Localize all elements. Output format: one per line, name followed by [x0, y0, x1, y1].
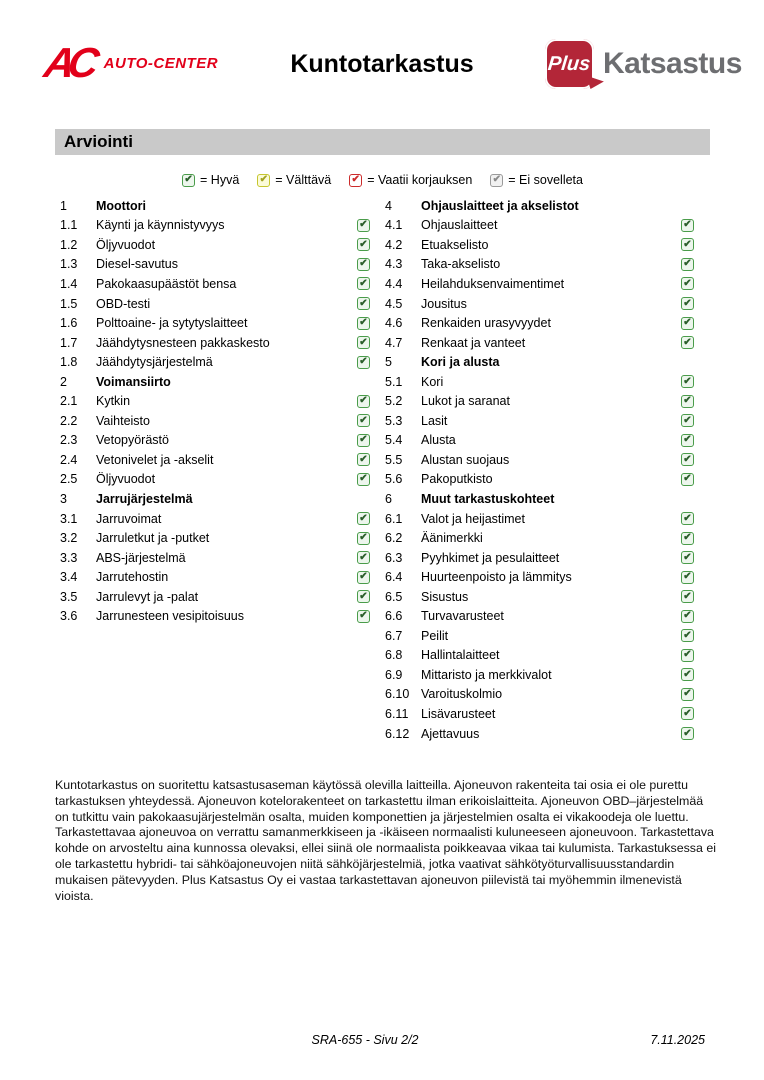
item-label: Alustan suojaus	[421, 452, 510, 467]
checklist-row	[380, 235, 694, 255]
checkbox-na-icon: ✔	[490, 174, 503, 187]
legend-item-good	[182, 173, 239, 187]
item-number: 4.2	[385, 237, 403, 252]
checkbox-good-icon: ✔	[357, 238, 370, 251]
plus-badge-icon	[545, 39, 594, 89]
item-label: Vetonivelet ja -akselit	[96, 452, 214, 467]
checklist-row	[380, 685, 694, 705]
checkbox-good-icon: ✔	[681, 238, 694, 251]
item-number: 1.4	[60, 276, 78, 291]
checkbox-good-icon: ✔	[681, 629, 694, 642]
checklist-row	[55, 450, 370, 470]
checkbox-good-icon: ✔	[681, 727, 694, 740]
checklist-row	[380, 567, 694, 587]
checkbox-good-icon: ✔	[357, 336, 370, 349]
checklist-row	[380, 216, 694, 236]
item-label: Renkaiden urasyvyydet	[421, 316, 551, 331]
item-number: 4.5	[385, 296, 403, 311]
checkbox-good-icon: ✔	[357, 532, 370, 545]
checkbox-good-icon: ✔	[681, 571, 694, 584]
item-number: 6.10	[385, 687, 410, 702]
item-number: 6.3	[385, 550, 403, 565]
item-label: Vaihteisto	[96, 413, 150, 428]
item-label: Ajettavuus	[421, 726, 480, 741]
checklist-row	[380, 528, 694, 548]
checklist-row	[55, 313, 370, 333]
item-number: 3.6	[60, 609, 78, 624]
page-title: Kuntotarkastus	[290, 50, 474, 78]
item-number: 6.5	[385, 589, 403, 604]
checkbox-good-icon: ✔	[357, 473, 370, 486]
item-label: Huurteenpoisto ja lämmitys	[421, 570, 572, 585]
checklist-row	[55, 567, 370, 587]
checkbox-good-icon: ✔	[681, 277, 694, 290]
checklist-row	[380, 450, 694, 470]
checklist-row	[380, 548, 694, 568]
checkbox-good-icon: ✔	[681, 512, 694, 525]
checklist-row	[380, 411, 694, 431]
item-number: 5.4	[385, 433, 403, 448]
item-number: 6.6	[385, 609, 403, 624]
section-header-arviointi	[55, 129, 710, 155]
checkbox-good-icon: ✔	[182, 174, 195, 187]
speech-bubble-tail-icon	[586, 71, 605, 89]
item-number: 5.1	[385, 374, 403, 389]
item-number: 1.7	[60, 335, 78, 350]
checkbox-good-icon: ✔	[681, 707, 694, 720]
checkbox-good-icon: ✔	[357, 571, 370, 584]
checklist-row	[380, 333, 694, 353]
checklist-row	[55, 391, 370, 411]
checklist-row	[380, 587, 694, 607]
item-label: Kori ja alusta	[421, 355, 500, 370]
checklist-right	[380, 196, 694, 743]
checkbox-good-icon: ✔	[681, 317, 694, 330]
item-number: 6	[385, 491, 392, 506]
item-label: Renkaat ja vanteet	[421, 335, 526, 350]
checkbox-good-icon: ✔	[681, 453, 694, 466]
item-label: Muut tarkastuskohteet	[421, 491, 555, 506]
checkbox-good-icon: ✔	[357, 610, 370, 623]
checklist-row	[380, 665, 694, 685]
checkbox-good-icon: ✔	[681, 688, 694, 701]
item-label: Pakoputkisto	[421, 472, 493, 487]
footer-page-number: SRA-655 - Sivu 2/2	[311, 1033, 419, 1047]
checklist-row	[55, 235, 370, 255]
legend-item-na	[490, 173, 583, 187]
checklist-row	[55, 509, 370, 529]
checkbox-fair-icon: ✔	[257, 174, 270, 187]
legend-label: = Välttävä	[275, 173, 332, 187]
checkbox-good-icon: ✔	[681, 375, 694, 388]
item-label: Polttoaine- ja sytytyslaitteet	[96, 316, 248, 331]
checklist-row	[380, 313, 694, 333]
item-label: ABS-järjestelmä	[96, 550, 186, 565]
item-number: 2.4	[60, 452, 78, 467]
checkbox-good-icon: ✔	[681, 551, 694, 564]
item-label: Lukot ja saranat	[421, 394, 510, 409]
checklist-row	[380, 431, 694, 451]
checkbox-good-icon: ✔	[357, 551, 370, 564]
item-number: 1.2	[60, 237, 78, 252]
item-label: Jarruletkut ja -putket	[96, 531, 210, 546]
item-label: Jäähdytysnesteen pakkaskesto	[96, 335, 270, 350]
legend-label: = Hyvä	[200, 173, 240, 187]
item-number: 5.6	[385, 472, 403, 487]
checklist-row	[380, 372, 694, 392]
checkbox-good-icon: ✔	[681, 297, 694, 310]
item-label: Jarruvoimat	[96, 511, 162, 526]
checkbox-good-icon: ✔	[357, 277, 370, 290]
item-label: Jarrujärjestelmä	[96, 491, 193, 506]
checklist-row	[55, 470, 370, 490]
checkbox-good-icon: ✔	[681, 258, 694, 271]
checklist-row	[380, 704, 694, 724]
item-label: Jousitus	[421, 296, 467, 311]
item-number: 6.7	[385, 628, 403, 643]
checkbox-good-icon: ✔	[357, 356, 370, 369]
item-number: 4	[385, 198, 392, 213]
item-number: 5.3	[385, 413, 403, 428]
plus-badge-text: Plus	[547, 52, 592, 75]
item-label: Jarrulevyt ja -palat	[96, 589, 199, 604]
checklist-section-row	[55, 489, 370, 509]
checkbox-good-icon: ✔	[681, 434, 694, 447]
item-label: Taka-akselisto	[421, 257, 501, 272]
item-number: 1.1	[60, 218, 78, 233]
item-number: 6.8	[385, 648, 403, 663]
checklist-row	[380, 509, 694, 529]
item-number: 4.7	[385, 335, 403, 350]
item-number: 2	[60, 374, 67, 389]
item-number: 4.4	[385, 276, 403, 291]
item-number: 3.1	[60, 511, 78, 526]
checkbox-good-icon: ✔	[681, 590, 694, 603]
legend-item-repair	[349, 173, 472, 187]
checkbox-good-icon: ✔	[681, 668, 694, 681]
item-number: 5	[385, 355, 392, 370]
checkbox-good-icon: ✔	[357, 297, 370, 310]
item-label: Kori	[421, 374, 444, 389]
checklist-row	[55, 255, 370, 275]
item-label: Ohjauslaitteet	[421, 218, 498, 233]
item-number: 3.4	[60, 570, 78, 585]
checkbox-good-icon: ✔	[357, 434, 370, 447]
checklist-row	[55, 333, 370, 353]
checklist-row	[55, 411, 370, 431]
item-number: 3	[60, 491, 67, 506]
checkbox-good-icon: ✔	[681, 414, 694, 427]
checkbox-good-icon: ✔	[681, 532, 694, 545]
item-number: 6.4	[385, 570, 403, 585]
checklist-row	[55, 294, 370, 314]
checklist-section-row	[55, 196, 370, 216]
item-number: 6.2	[385, 531, 403, 546]
item-number: 6.1	[385, 511, 403, 526]
item-label: Öljyvuodot	[96, 472, 156, 487]
item-label: Etuakselisto	[421, 237, 489, 252]
item-number: 3.3	[60, 550, 78, 565]
checklist-row	[380, 274, 694, 294]
ac-monogram-icon: AC	[40, 39, 96, 86]
item-number: 6.12	[385, 726, 410, 741]
checklist-row	[55, 352, 370, 372]
item-number: 6.9	[385, 667, 403, 682]
item-label: Mittaristo ja merkkivalot	[421, 667, 552, 682]
footer-date: 7.11.2025	[650, 1033, 705, 1047]
checklist-row	[55, 528, 370, 548]
checklist-section-row	[380, 196, 694, 216]
checklist-row	[55, 606, 370, 626]
legend-label: = Vaatii korjauksen	[367, 173, 473, 187]
auto-center-logo-text: AUTO-CENTER	[103, 54, 219, 72]
checklist-row	[380, 470, 694, 490]
item-label: Valot ja heijastimet	[421, 511, 525, 526]
checklist-row	[380, 391, 694, 411]
item-label: Heilahduksenvaimentimet	[421, 276, 565, 291]
checkbox-good-icon: ✔	[357, 453, 370, 466]
checklist-row	[55, 274, 370, 294]
plus-katsastus-logo	[545, 39, 742, 89]
checklist-section-row	[380, 489, 694, 509]
checkbox-good-icon: ✔	[681, 610, 694, 623]
item-label: OBD-testi	[96, 296, 151, 311]
checklist-row	[55, 587, 370, 607]
item-label: Sisustus	[421, 589, 469, 604]
disclaimer-text: Kuntotarkastus on suoritettu katsastusaseman käytössä olevilla laitteilla. Ajoneuvon rakenteita tai osia ei ole purettu tarkastuksen yhteydessä. Ajoneuvon kotelorakenteet on tarkastettu ilman erikoislaitteita. Ajoneuvon OBD–järjestelmää on tutkittu vain pakokaasujärjestelmän osalta, muiden komponettien ja järjestelmien osalta ei vikakoodeja ole luettu. Tarkastettavaa ajoneuvoa on verrattu samanmerkkiseen ja -ikäiseen normaalisti kuluneeseen ajoneuvoon. Tarkastettava kohde on arvosteltu aina kunnossa olevaksi, ellei siinä ole normaalista poikkeavaa vikaa tai kulumista. Tarkastuksessa ei ole tarkastettu hybridi- tai sähköajoneuvojen niitä sähköjärjestelmiä, jotka vaativat sähkötyöturvallisuusstandardin mukaisen pätevyyden. Plus Katsastus Oy ei vastaa tarkastettavan ajoneuvon piilevistä tai myöhemmin ilmenevistä vioista.	[55, 778, 716, 903]
checkbox-good-icon: ✔	[681, 219, 694, 232]
item-label: Jarrunesteen vesipitoisuus	[96, 609, 244, 624]
item-label: Käynti ja käynnistyvyys	[96, 218, 225, 233]
item-label: Varoituskolmio	[421, 687, 503, 702]
checklist-row	[55, 431, 370, 451]
checkbox-repair-icon: ✔	[349, 174, 362, 187]
item-number: 4.3	[385, 257, 403, 272]
checklist-row	[380, 724, 694, 744]
item-number: 1.6	[60, 316, 78, 331]
checkbox-good-icon: ✔	[357, 414, 370, 427]
item-number: 1.5	[60, 296, 78, 311]
checkbox-good-icon: ✔	[357, 512, 370, 525]
checklist-row	[380, 646, 694, 666]
legend	[55, 170, 710, 190]
checkbox-good-icon: ✔	[357, 258, 370, 271]
checkbox-good-icon: ✔	[357, 219, 370, 232]
checklist-row	[380, 626, 694, 646]
item-label: Jarrutehostin	[96, 570, 169, 585]
item-number: 2.2	[60, 413, 78, 428]
checklist-section-row	[380, 352, 694, 372]
item-label: Kytkin	[96, 394, 131, 409]
checklist-row	[55, 216, 370, 236]
item-label: Diesel-savutus	[96, 257, 178, 272]
item-number: 2.3	[60, 433, 78, 448]
checklist-row	[380, 294, 694, 314]
item-number: 5.2	[385, 394, 403, 409]
checklist-left	[55, 196, 370, 743]
item-number: 2.5	[60, 472, 78, 487]
item-number: 6.11	[385, 706, 409, 721]
item-label: Pakokaasupäästöt bensa	[96, 276, 237, 291]
item-number: 1	[60, 198, 67, 213]
checklist	[55, 196, 709, 743]
checklist-row	[380, 255, 694, 275]
item-label: Vetopyörästö	[96, 433, 169, 448]
item-number: 5.5	[385, 452, 403, 467]
item-number: 4.6	[385, 316, 403, 331]
item-label: Alusta	[421, 433, 456, 448]
item-label: Lasit	[421, 413, 448, 428]
checkbox-good-icon: ✔	[357, 317, 370, 330]
checkbox-good-icon: ✔	[357, 590, 370, 603]
item-label: Peilit	[421, 628, 449, 643]
item-label: Öljyvuodot	[96, 237, 156, 252]
checklist-row	[380, 606, 694, 626]
item-label: Turvavarusteet	[421, 609, 504, 624]
item-number: 3.2	[60, 531, 78, 546]
item-number: 4.1	[385, 218, 403, 233]
item-number: 3.5	[60, 589, 78, 604]
item-label: Hallintalaitteet	[421, 648, 500, 663]
item-label: Moottori	[96, 198, 146, 213]
item-label: Äänimerkki	[421, 531, 483, 546]
item-number: 2.1	[60, 394, 78, 409]
checkbox-good-icon: ✔	[681, 473, 694, 486]
katsastus-logo-text: Katsastus	[603, 47, 742, 80]
legend-item-fair	[257, 173, 331, 187]
item-number: 1.3	[60, 257, 78, 272]
item-label: Lisävarusteet	[421, 706, 496, 721]
item-label: Pyyhkimet ja pesulaitteet	[421, 550, 560, 565]
checkbox-good-icon: ✔	[681, 395, 694, 408]
checklist-row	[55, 548, 370, 568]
item-number: 1.8	[60, 355, 78, 370]
section-title: Arviointi	[64, 132, 133, 151]
legend-label: = Ei sovelleta	[508, 173, 583, 187]
item-label: Jäähdytysjärjestelmä	[96, 355, 213, 370]
checkbox-good-icon: ✔	[681, 336, 694, 349]
checkbox-good-icon: ✔	[357, 395, 370, 408]
item-label: Ohjauslaitteet ja akselistot	[421, 198, 579, 213]
checklist-section-row	[55, 372, 370, 392]
item-label: Voimansiirto	[96, 374, 171, 389]
checkbox-good-icon: ✔	[681, 649, 694, 662]
